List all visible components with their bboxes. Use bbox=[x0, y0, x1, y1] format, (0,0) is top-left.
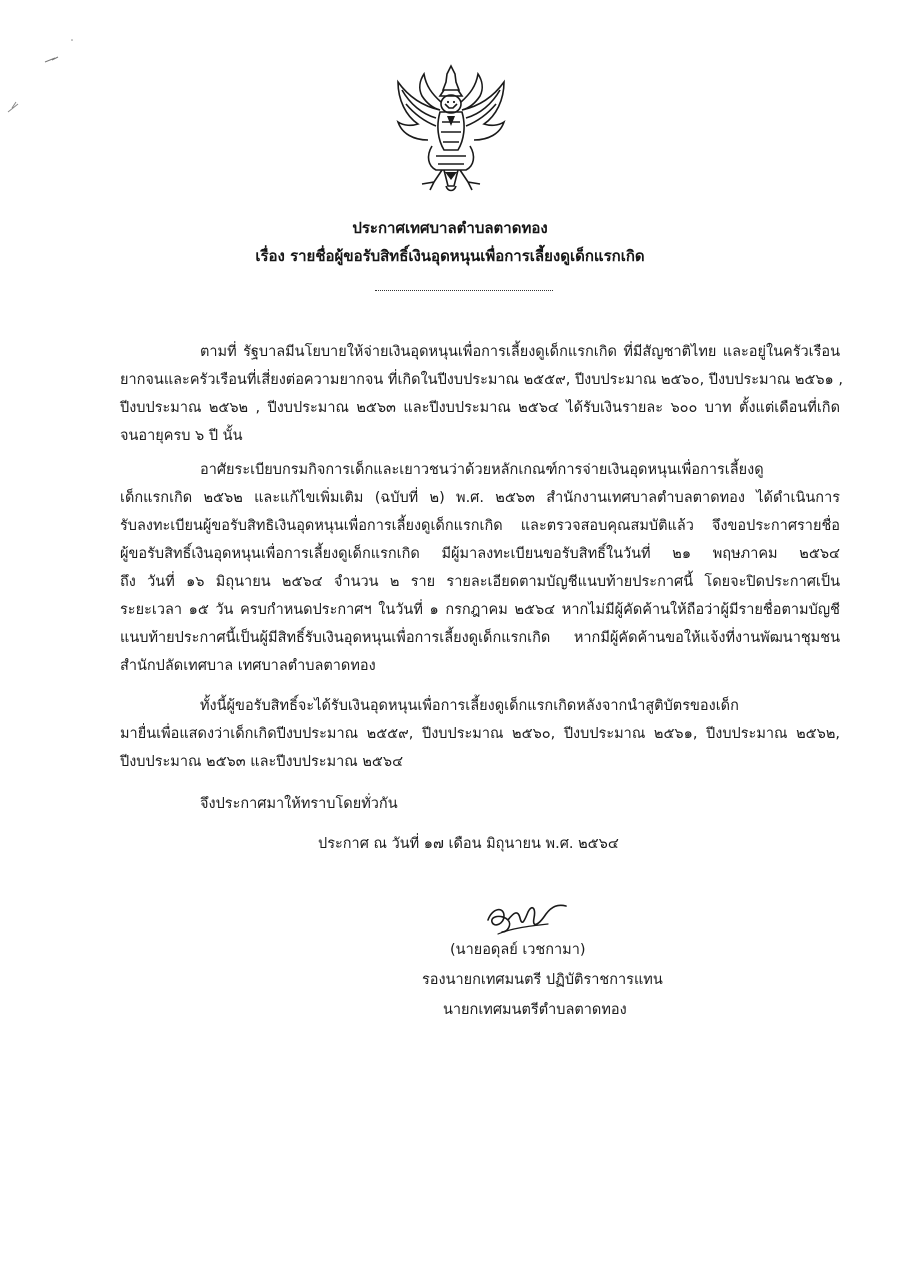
title-separator bbox=[375, 290, 553, 291]
paragraph-line: แนบท้ายประกาศนี้เป็นผู้มีสิทธิ์รับเงินอุดหนุนเพื่อการเลี้ยงดูเด็กแรกเกิด หากมีผู้คัดค้านขอให้แจ้งที่งานพัฒนาชุมชน bbox=[120, 630, 840, 646]
paragraph-line: รับลงทะเบียนผู้ขอรับสิทธิเงินอุดหนุนเพื่อการเลี้ยงดูเด็กแรกเกิด และตรวจสอบคุณสมบัติแล้ว จึงขอประกาศรายชื่อ bbox=[120, 518, 840, 534]
paragraph-line: ผู้ขอรับสิทธิ์เงินอุดหนุนเพื่อการเลี้ยงดูเด็กแรกเกิด มีผู้มาลงทะเบียนขอรับสิทธิ์ในวันที่ ๒๑ พฤษภาคม ๒๕๖๔ bbox=[120, 546, 840, 562]
paragraph-line: ปีงบประมาณ ๒๕๖๒ , ปีงบประมาณ ๒๕๖๓ และปีงบประมาณ ๒๕๖๔ ได้รับเงินรายละ ๖๐๐ บาท ตั้งแต่เดือนที่เกิด bbox=[120, 400, 840, 416]
announcement-date: ประกาศ ณ วันที่ ๑๗ เดือน มิถุนายน พ.ศ. ๒๕๖๔ bbox=[318, 836, 619, 852]
paragraph-line: อาศัยระเบียบกรมกิจการเด็กและเยาวชนว่าด้วยหลักเกณฑ์การจ่ายเงินอุดหนุนเพื่อการเลี้ยงดู bbox=[200, 462, 764, 478]
paragraph-3 bbox=[120, 692, 840, 776]
signatory-position: รองนายกเทศมนตรี ปฏิบัติราชการแทน bbox=[422, 972, 663, 988]
paragraph-line: มายื่นเพื่อแสดงว่าเด็กเกิดปีงบประมาณ ๒๕๕๙, ปีงบประมาณ ๒๕๖๐, ปีงบประมาณ ๒๕๖๑, ปีงบประมาณ ๒๕๖๒, bbox=[120, 726, 840, 742]
paragraph-line: สำนักปลัดเทศบาล เทศบาลตำบลตาดทอง bbox=[120, 658, 376, 674]
signatory-title: นายกเทศมนตรีตำบลตาดทอง bbox=[443, 1002, 627, 1018]
paragraph-line: เด็กแรกเกิด ๒๕๖๒ และแก้ไขเพิ่มเติม (ฉบับที่ ๒) พ.ศ. ๒๕๖๓ สำนักงานเทศบาลตำบลตาดทอง ได้ดำเนินการ bbox=[120, 490, 840, 506]
paragraph-2 bbox=[120, 456, 840, 680]
scan-specks bbox=[0, 0, 120, 140]
paragraph-line: ถึง วันที่ ๑๖ มิถุนายน ๒๕๖๔ จำนวน ๒ ราย รายละเอียดตามบัญชีแนบท้ายประกาศนี้ โดยจะปิดประกาศเป็น bbox=[120, 574, 840, 590]
handwritten-signature bbox=[478, 898, 574, 940]
paragraph-line: ยากจนและครัวเรือนที่เสี่ยงต่อความยากจน ที่เกิดในปีงบประมาณ ๒๕๕๙, ปีงบประมาณ ๒๕๖๐, ปีงบประมาณ ๒๕๖๑ , bbox=[120, 372, 843, 388]
paragraph-line: ระยะเวลา ๑๕ วัน ครบกำหนดประกาศฯ ในวันที่ ๑ กรกฎาคม ๒๕๖๔ หากไม่มีผู้คัดค้านให้ถือว่าผู้มีรายชื่อตามบัญชี bbox=[120, 602, 840, 618]
announcement-subject: เรื่อง รายชื่อผู้ขอรับสิทธิ์เงินอุดหนุนเพื่อการเลี้ยงดูเด็กแรกเกิด bbox=[255, 247, 645, 265]
closing-statement: จึงประกาศมาให้ทราบโดยทั่วกัน bbox=[200, 796, 398, 812]
paragraph-line: จนอายุครบ ๖ ปี นั้น bbox=[120, 428, 243, 444]
paragraph-1 bbox=[120, 338, 843, 450]
paragraph-line: ตามที่ รัฐบาลมีนโยบายให้จ่ายเงินอุดหนุนเพื่อการเลี้ยงดูเด็กแรกเกิด ที่มีสัญชาติไทย และอยู่ในครัวเรือน bbox=[200, 344, 840, 360]
announcement-org-title: ประกาศเทศบาลตำบลตาดทอง bbox=[352, 219, 548, 237]
garuda-emblem-icon bbox=[392, 60, 510, 196]
paragraph-line: ทั้งนี้ผู้ขอรับสิทธิ์จะได้รับเงินอุดหนุนเพื่อการเลี้ยงดูเด็กแรกเกิดหลังจากนำสูติบัตรของเด็ก bbox=[200, 698, 739, 714]
signatory-name: (นายอดุลย์ เวชกามา) bbox=[450, 942, 586, 958]
paragraph-line: ปีงบประมาณ ๒๕๖๓ และปีงบประมาณ ๒๕๖๔ bbox=[120, 754, 404, 770]
